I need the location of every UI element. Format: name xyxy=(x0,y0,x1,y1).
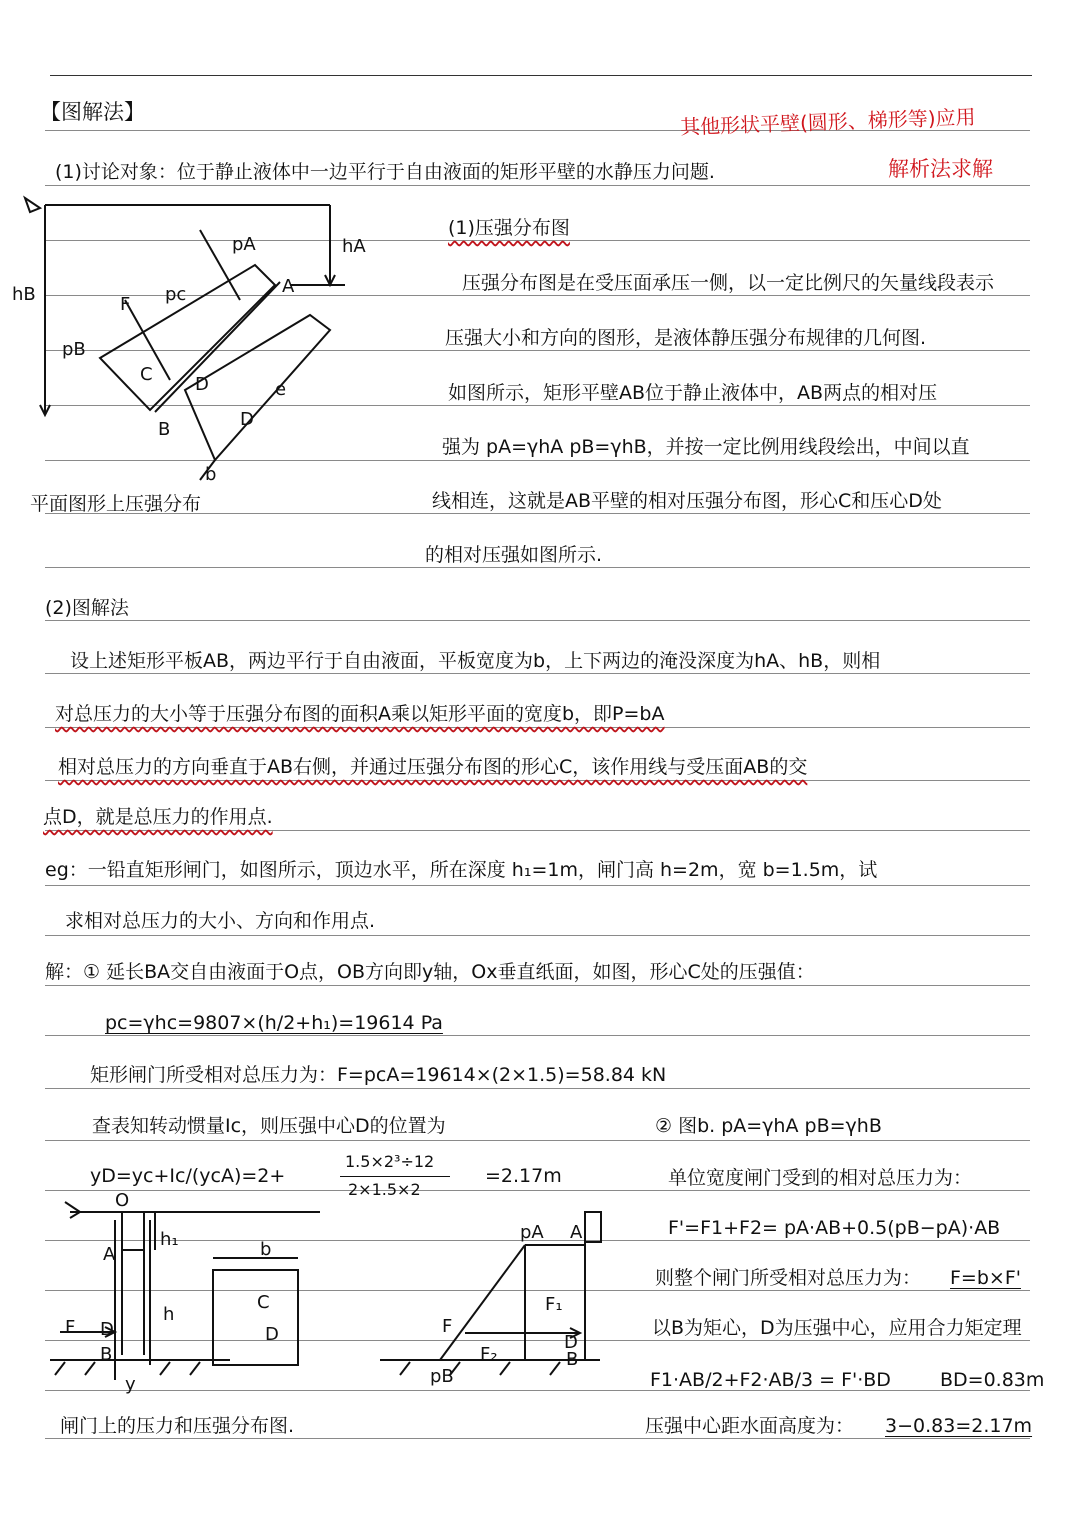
part2-line: F=b×F' xyxy=(950,1267,1021,1289)
section1-line: 压强大小和方向的图形，是液体静压强分布规律的几何图. xyxy=(445,327,927,349)
yd-numerator: 1.5×2³÷12 xyxy=(345,1152,435,1171)
example-line: eg：一铅直矩形闸门，如图所示，顶边水平，所在深度 h₁=1m，闸门高 h=2m，宽 b=1.5m，试 xyxy=(45,859,878,881)
fraction-bar xyxy=(340,1176,450,1177)
label-A: A xyxy=(570,1222,583,1243)
solution-line: 查表知转动惯量Ic，则压强中心D的位置为 xyxy=(92,1115,446,1137)
label-b: b xyxy=(260,1239,272,1260)
ruled-line xyxy=(45,567,1030,568)
ruled-line xyxy=(45,673,1030,674)
ruled-line xyxy=(45,935,1030,936)
ruled-line xyxy=(45,780,1030,781)
label-pc: pc xyxy=(165,284,187,305)
label-F: F xyxy=(120,294,131,315)
label-F: F xyxy=(442,1316,453,1337)
red-annotation: 其他形状平壁(圆形、梯形等)应用 xyxy=(679,104,976,140)
solution-line: 解：① 延长BA交自由液面于O点，OB方向即y轴，Ox垂直纸面，如图，形心C处的压强值： xyxy=(45,961,815,983)
example-line: 求相对总压力的大小、方向和作用点. xyxy=(65,910,376,932)
section1-heading: (1)压强分布图 xyxy=(448,217,570,239)
section2-line: 对总压力的大小等于压强分布图的面积A乘以矩形平面的宽度b，即P=bA xyxy=(55,703,665,725)
label-B: B xyxy=(100,1344,113,1365)
label-b: b xyxy=(205,464,217,485)
label-pB: pB xyxy=(430,1366,454,1387)
yd-formula: yD=yc+Ic/(ycA)=2+ xyxy=(90,1165,286,1187)
section2-line: 设上述矩形平板AB，两边平行于自由液面，平板宽度为b，上下两边的淹没深度为hA、hB，则相 xyxy=(70,650,881,672)
label-D: D xyxy=(564,1332,578,1353)
section1-line: 线相连，这就是AB平壁的相对压强分布图，形心C和压心D处 xyxy=(432,490,942,512)
label-C: C xyxy=(140,364,153,385)
section1-line: 强为 pA=γhA pB=γhB，并按一定比例用线段绘出，中间以直 xyxy=(442,436,970,458)
pressure-distribution-figure xyxy=(0,190,420,520)
label-hA: hA xyxy=(342,236,366,257)
section1-line: 如图所示，矩形平壁AB位于静止液体中，AB两点的相对压 xyxy=(448,382,938,404)
ruled-line xyxy=(45,885,1030,886)
part2-line: 则整个闸门所受相对总压力为： xyxy=(655,1267,922,1289)
ruled-line xyxy=(45,185,1030,186)
section1-line: 压强分布图是在受压面承压一侧，以一定比例尺的矢量线段表示 xyxy=(462,272,995,294)
label-pB: pB xyxy=(62,339,86,360)
ruled-line xyxy=(45,1088,1030,1089)
label-C: C xyxy=(257,1292,270,1313)
section2-heading: (2)图解法 xyxy=(45,597,129,619)
part2-line: 3−0.83=2.17m xyxy=(885,1415,1033,1437)
label-O: O xyxy=(115,1190,130,1211)
part2-line: 压强中心距水面高度为： xyxy=(645,1415,855,1437)
ruled-line xyxy=(45,1438,1030,1439)
label-pA: pA xyxy=(520,1222,544,1243)
figure2-caption: 闸门上的压力和压强分布图. xyxy=(60,1415,295,1437)
label-y: y xyxy=(125,1374,136,1395)
label-D: D xyxy=(100,1319,114,1340)
ruled-line xyxy=(50,75,1032,76)
part2-line: F'=F1+F2= pA·AB+0.5(pB−pA)·AB xyxy=(668,1217,1001,1239)
label-D: D xyxy=(195,374,209,395)
label-A: A xyxy=(282,276,295,297)
ruled-line xyxy=(45,1035,1030,1036)
figure1-caption: 平面图形上压强分布 xyxy=(30,493,202,515)
topic-red-note: 解析法求解 xyxy=(888,157,993,181)
ruled-line xyxy=(45,985,1030,986)
gate-figure-a xyxy=(0,1190,640,1400)
section2-line: 点D，就是总压力的作用点. xyxy=(43,806,273,828)
ruled-line xyxy=(45,620,1030,621)
section1-line: 的相对压强如图所示. xyxy=(425,544,603,566)
label-B: B xyxy=(566,1349,579,1370)
label-B: B xyxy=(158,419,171,440)
ruled-line xyxy=(45,830,1030,831)
label-F: F xyxy=(65,1317,76,1338)
label-F1: F₁ xyxy=(545,1294,563,1315)
part2-line: 以B为矩心，D为压强中心，应用合力矩定理 xyxy=(652,1317,1022,1339)
part2-line: ② 图b. pA=γhA pB=γhB xyxy=(655,1115,882,1137)
section2-line: 相对总压力的方向垂直于AB右侧，并通过压强分布图的形心C，该作用线与受压面AB的交 xyxy=(58,756,808,778)
part2-line: 单位宽度闸门受到的相对总压力为： xyxy=(668,1167,973,1189)
yd-denominator: 2×1.5×2 xyxy=(348,1180,421,1199)
label-pA: pA xyxy=(232,234,256,255)
label-D2: D xyxy=(240,409,254,430)
ruled-line xyxy=(45,727,1030,728)
label-h: h xyxy=(163,1304,175,1325)
solution-line: pc=γhc=9807×(h/2+h₁)=19614 Pa xyxy=(105,1012,443,1034)
label-e: e xyxy=(275,379,287,400)
label-hB: hB xyxy=(12,284,36,305)
label-A: A xyxy=(103,1244,116,1265)
ruled-line xyxy=(45,1140,1030,1141)
yd-result: =2.17m xyxy=(485,1165,562,1187)
page-title: 【图解法】 xyxy=(40,100,145,124)
label-D2: D xyxy=(265,1324,279,1345)
topic-line: (1)讨论对象：位于静止液体中一边平行于自由液面的矩形平壁的水静压力问题. xyxy=(55,161,715,183)
label-F2: F₂ xyxy=(480,1344,498,1365)
label-h1: h₁ xyxy=(160,1229,179,1250)
part2-line: F1·AB/2+F2·AB/3 = F'·BD xyxy=(650,1369,891,1391)
solution-line: 矩形闸门所受相对总压力为：F=pcA=19614×(2×1.5)=58.84 kN xyxy=(90,1064,667,1086)
part2-line: BD=0.83m xyxy=(940,1369,1045,1391)
